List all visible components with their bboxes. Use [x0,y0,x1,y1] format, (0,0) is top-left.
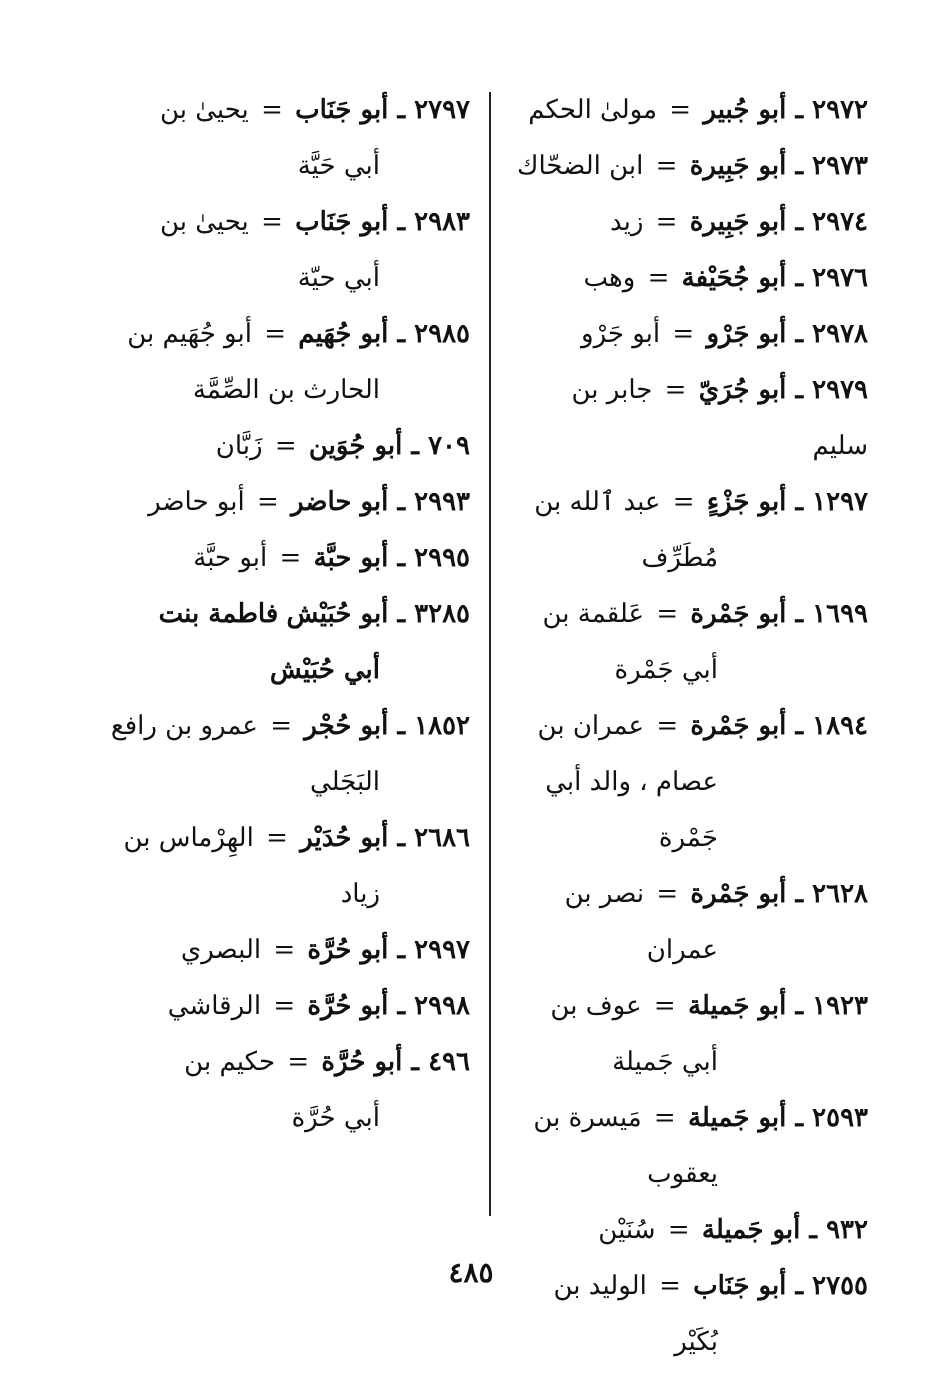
left-column [104,82,470,1232]
index-entry: ٢٩٩٥ ـ أبو حبَّة = أبو حبَّة [193,543,470,573]
index-entry: ٢٧٩٧ ـ أبو جَنَاب = يحيىٰ بن أبي حَيَّة [104,82,470,194]
entry-continuation: أبي حَيَّة [297,151,380,181]
entry-continuation: عصام ، والد أبي جَمْرة [545,767,718,853]
index-entry: ٢٩٨٣ ـ أبو جَنَاب = يحيىٰ بن أبي حيّة [104,194,470,306]
entry-kunya: أبو جَبِيرة [689,207,787,237]
entry-continuation: أبي حُرَّة [291,1103,380,1133]
index-entry: ٢٩٩٨ ـ أبو حُرَّة = الرقاشي [167,991,470,1021]
entry-name: عَلقمة بن [542,599,645,629]
entry-equals: = [653,1103,676,1133]
entry-equals: = [270,711,292,741]
entry-number: ٢٧٥٥ [812,1271,868,1301]
entry-kunya: أبو جَميلة [687,1103,787,1133]
entry-kunya: أبو جَمْرة [690,599,787,629]
index-entry: ٢٩٧٣ ـ أبو جَبِيرة = ابن الضحّاك [517,151,868,181]
entry-kunya: أبو جُرَيّ [698,375,787,405]
entry-kunya: أبو حُرَّة [307,991,389,1021]
index-entry: ٢٩٧٨ ـ أبو جَرْو = أبو جَرْو [581,319,868,349]
index-entry: ٢٧٥٥ ـ أبو جَنَاب = الوليد بن بُكَيْر [512,1258,868,1370]
index-entry: ٧٠٩ ـ أبو جُوَين = زَبَّان [215,431,470,461]
entry-kunya: أبو حُرَّة [307,935,389,965]
entry-number: ٢٩٧٦ [812,263,868,293]
entry-continuation: أبي جَميلة [612,1047,718,1077]
entry-name: وهب [583,263,636,293]
entry-name: أبو جَرْو [581,319,661,349]
entry-kunya: أبو حُدَيْر [300,823,389,853]
entry-name: ابن الضحّاك [517,151,644,181]
entry-continuation: أبي جَمْرة [614,655,718,685]
entry-number: ٢٩٧٤ [812,207,868,237]
index-entry: ٢٩٨٥ ـ أبو جُهَيم = أبو جُهَيم بن الحارث بن الصِّمَّة [104,306,470,418]
entry-kunya: أبو حُجْر [304,711,389,741]
entry-kunya: أبو جَزْءٍ [706,487,787,517]
right-column [512,82,868,1357]
entry-continuation: بُكَيْر [674,1327,718,1357]
entry-continuation: مُطَرِّف [641,543,718,573]
entry-name: زيد [609,207,644,237]
entry-continuation: البَجَلي [309,767,380,797]
entry-equals: = [266,823,288,853]
entry-name: نصر بن [564,879,645,909]
entry-equals: = [667,1215,690,1245]
entry-name: الهِرْماس بن [123,823,254,853]
entry-name: عبد ٱلله بن [534,487,661,517]
entry-kunya: أبو جُهَيم [298,319,389,349]
entry-number: ٢٦٢٨ [812,879,868,909]
entry-number: ١٢٩٧ [812,487,868,517]
entry-kunya: أبو حبَّة [313,543,389,573]
entry-name: عوف بن [550,991,642,1021]
entry-kunya: أبو جَميلة [687,991,787,1021]
entry-equals: = [273,991,296,1021]
index-entry: ٢٦٨٦ ـ أبو حُدَيْر = الهِرْماس بن زياد [104,810,470,922]
entry-name: الوليد بن [553,1271,647,1301]
entry-equals: = [287,1047,310,1077]
entry-equals: = [669,95,692,125]
entry-equals: = [256,487,279,517]
entry-name: حكيم بن [184,1047,276,1077]
entry-name: عمرو بن رافع [110,711,258,741]
entry-name: البصري [180,935,262,965]
entry-kunya: أبو جَنَاب [693,1271,787,1301]
entry-continuation: عمران [646,935,718,965]
entry-equals: = [647,263,670,293]
entry-equals: = [653,991,676,1021]
entry-equals: = [656,879,679,909]
entry-kunya: أبو حُرَّة [321,1047,403,1077]
index-entry: ٢٩٧٢ ـ أبو جُبير = مولىٰ الحكم [528,95,868,125]
entry-kunya: أبو جَمْرة [690,879,787,909]
entry-kunya: أبو جُحَيْفة [681,263,787,293]
entry-number: ٢٩٩٥ [414,543,470,573]
entry-name: عمران بن [537,711,645,741]
entry-number: ٢٩٧٨ [812,319,868,349]
entry-number: ٢٧٩٧ [414,95,470,125]
entry-name: سُنَيْن [598,1215,656,1245]
entry-continuation: أبي حيّة [297,263,380,293]
entry-number: ٤٩٦ [428,1047,470,1077]
entry-kunya: أبو جَمْرة [690,711,787,741]
entry-number: ٢٩٩٣ [414,487,470,517]
entry-name: فاطمة بنت [158,599,279,629]
entry-kunya: أبو جُبير [703,95,787,125]
entry-equals: = [664,375,687,405]
index-entry: ٩٣٢ ـ أبو جَميلة = سُنَيْن [598,1215,868,1245]
entry-kunya: أبو جَنَاب [295,95,389,125]
entry-kunya: أبو حُبَيْش [286,599,389,629]
entry-continuation: الحارث بن الصِّمَّة [192,375,380,405]
index-entry: ٢٥٩٣ ـ أبو جَميلة = مَيسرة بن يعقوب [512,1090,868,1202]
index-entry: ٢٩٩٧ ـ أبو حُرَّة = البصري [180,935,470,965]
entry-kunya: أبو حاضر [291,487,389,517]
index-entry: ٢٩٧٦ ـ أبو جُحَيْفة = وهب [583,263,868,293]
entry-kunya: أبو جُوَين [308,431,403,461]
entry-name: مَيسرة بن [533,1103,642,1133]
entry-number: ١٨٥٢ [414,711,470,741]
index-entry: ٢٩٧٤ ـ أبو جَبِيرة = زيد [609,207,868,237]
page-number: ٤٨٥ [448,1256,494,1289]
entry-equals: = [279,543,302,573]
entry-continuation: يعقوب [647,1159,718,1189]
entry-kunya: أبو جَرْو [706,319,787,349]
entry-number: ١٦٩٩ [812,599,868,629]
entry-number: ٢٩٨٥ [414,319,470,349]
entry-number: ٢٩٩٧ [414,935,470,965]
entry-name: يحيىٰ بن [159,95,249,125]
entry-number: ٧٠٩ [428,431,470,461]
entry-number: ٢٩٧٩ [812,375,868,405]
entry-equals: = [261,95,283,125]
index-entry: ١٨٩٤ ـ أبو جَمْرة = عمران بن عصام ، والد أبي جَمْرة [512,698,868,866]
entry-equals: = [659,1271,681,1301]
index-entry: ١٨٥٢ ـ أبو حُجْر = عمرو بن رافع البَجَلي [104,698,470,810]
entry-name: يحيىٰ بن [159,207,249,237]
entry-kunya: أبو جَميلة [701,1215,801,1245]
entry-name: أبو حاضر [148,487,245,517]
entry-name: مولىٰ الحكم [528,95,658,125]
index-entry: ١٦٩٩ ـ أبو جَمْرة = عَلقمة بن أبي جَمْرة [512,586,868,698]
index-entry: ٢٦٢٨ ـ أبو جَمْرة = نصر بن عمران [512,866,868,978]
entry-equals: = [655,207,678,237]
entry-number: ٣٢٨٥ [414,599,470,629]
entry-kunya: أبو جَنَاب [295,207,389,237]
entry-equals: = [274,431,297,461]
entry-continuation: زياد [340,879,380,909]
entry-equals: = [672,319,695,349]
entry-continuation: أبي حُبَيْش [269,655,380,685]
entry-number: ١٨٩٤ [812,711,868,741]
entry-number: ٢٩٨٣ [414,207,470,237]
index-entry: ٣٢٨٥ ـ أبو حُبَيْش فاطمة بنت أبي حُبَيْش [104,586,470,698]
entry-equals: = [655,151,678,181]
index-entry: ١٢٩٧ ـ أبو جَزْءٍ = عبد ٱلله بن مُطَرِّف [512,474,868,586]
entry-kunya: أبو جَبِيرة [689,151,787,181]
entry-name: زَبَّان [215,431,263,461]
entry-name: أبو حبَّة [193,543,268,573]
entry-name: جابر بن سليم [571,375,868,461]
entry-name: الرقاشي [167,991,262,1021]
entry-equals: = [656,711,679,741]
index-entry: ٤٩٦ ـ أبو حُرَّة = حكيم بن أبي حُرَّة [104,1034,470,1146]
entry-number: ١٩٢٣ [812,991,868,1021]
entry-name: أبو جُهَيم بن [127,319,252,349]
entry-equals: = [656,599,679,629]
index-entry: ٢٩٩٣ ـ أبو حاضر = أبو حاضر [148,487,470,517]
entry-number: ٢٩٧٢ [812,95,868,125]
entry-number: ٢٩٩٨ [414,991,470,1021]
index-entry: ١٩٢٣ ـ أبو جَميلة = عوف بن أبي جَميلة [512,978,868,1090]
entry-number: ٢٩٧٣ [812,151,868,181]
entry-number: ٢٦٨٦ [414,823,470,853]
column-divider [489,92,491,1216]
entry-equals: = [264,319,286,349]
entry-equals: = [261,207,283,237]
entry-number: ٩٣٢ [826,1215,868,1245]
entry-equals: = [672,487,695,517]
entry-number: ٢٥٩٣ [812,1103,868,1133]
index-entry: ٢٩٧٩ ـ أبو جُرَيّ = جابر بن سليم [571,375,868,461]
entry-equals: = [273,935,296,965]
